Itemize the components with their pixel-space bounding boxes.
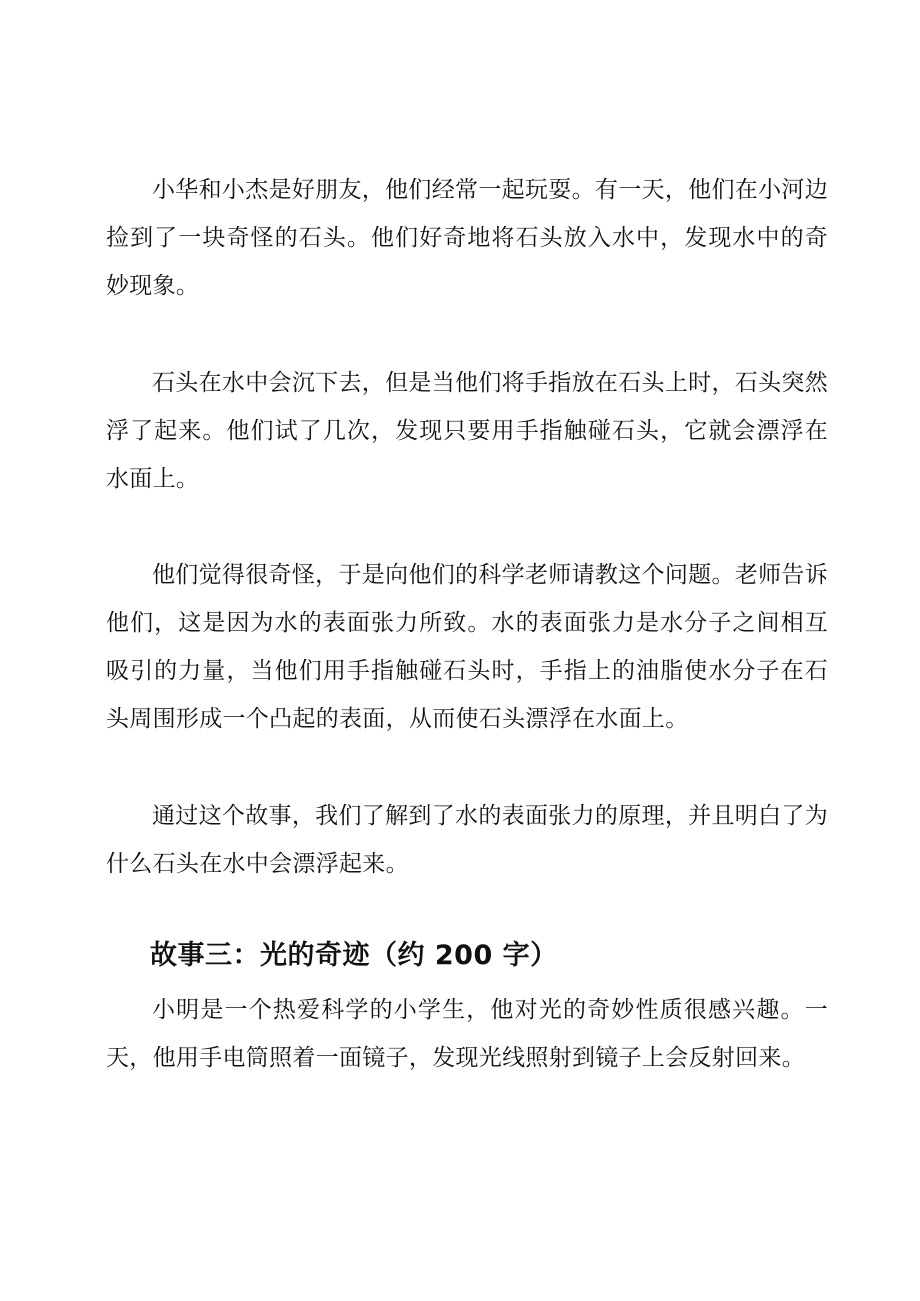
section-heading: 故事三：光的奇迹（约 200 字） [150, 940, 558, 971]
paragraph-1: 小华和小杰是好朋友，他们经常一起玩耍。有一天，他们在小河边捡到了一块奇怪的石头。他们好奇地将石头放入水中，发现水中的奇妙现象。 [106, 177, 828, 299]
paragraph-4: 通过这个故事，我们了解到了水的表面张力的原理，并且明白了为什么石头在水中会漂浮起来。 [106, 803, 828, 877]
paragraph-5: 小明是一个热爱科学的小学生，他对光的奇妙性质很感兴趣。一天，他用手电筒照着一面镜子，发现光线照射到镜子上会反射回来。 [106, 997, 828, 1071]
paragraph-3: 他们觉得很奇怪，于是向他们的科学老师请教这个问题。老师告诉他们，这是因为水的表面张力所致。水的表面张力是水分子之间相互吸引的力量，当他们用手指触碰石头时，手指上的油脂使水分子在石头周围形成一个凸起的表面，从而使石头漂浮在水面上。 [106, 562, 828, 732]
paragraph-2: 石头在水中会沉下去，但是当他们将手指放在石头上时，石头突然浮了起来。他们试了几次，发现只要用手指触碰石头，它就会漂浮在水面上。 [106, 370, 828, 492]
